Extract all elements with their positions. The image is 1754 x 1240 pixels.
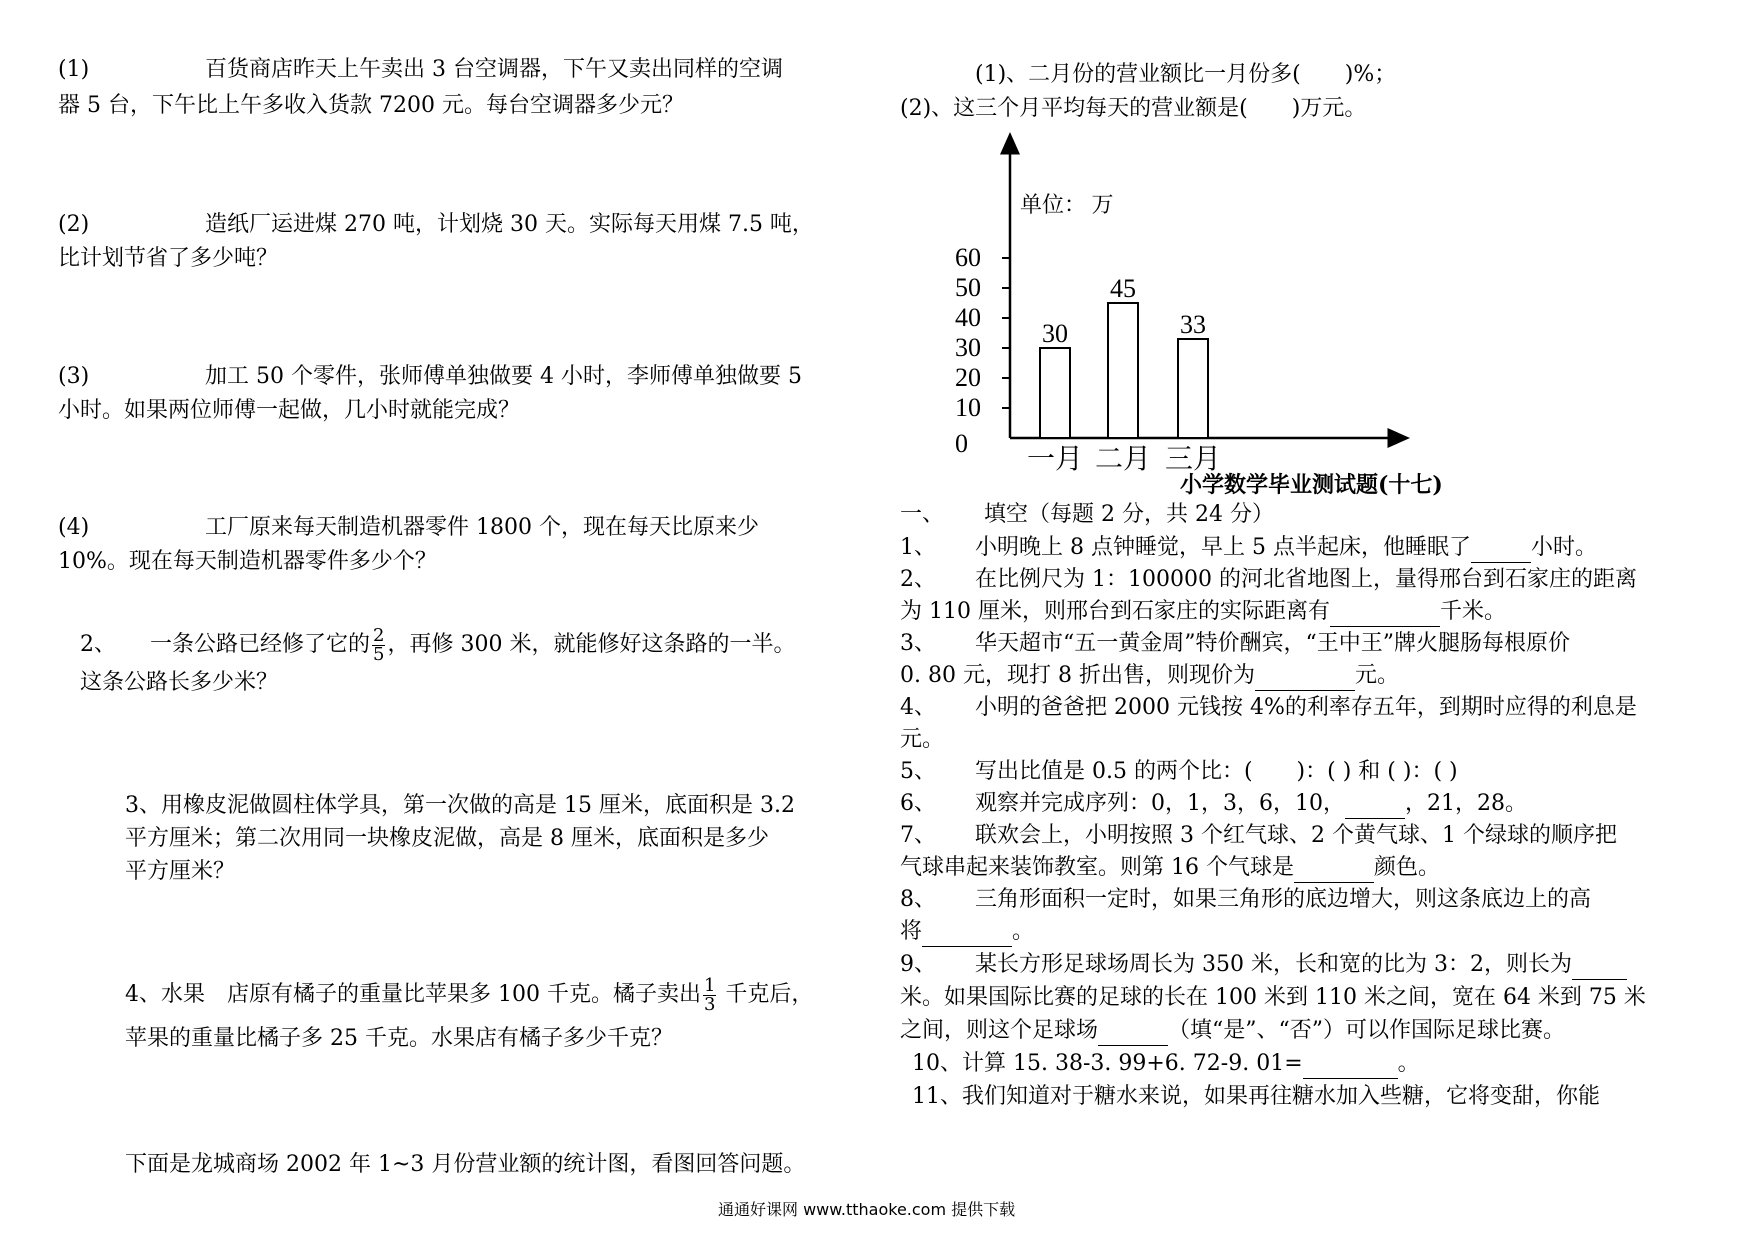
fill-item-6 [900,789,1527,819]
fill-item-text: 在比例尺为 1：100000 的河北省地图上，量得邢台到石家庄的距离 [975,567,1637,592]
problem2-line1 [80,625,795,665]
q1-line1: 百货商店昨天上午卖出 3 台空调器，下午又卖出同样的空调 [205,57,783,82]
y-tick-label: 60 [955,243,981,272]
answer-blank[interactable] [922,924,1012,947]
q4-line2: 10%。现在每天制造机器零件多少个？ [58,549,437,574]
answer-blank[interactable] [1471,540,1531,563]
fill-item-text: 某长方形足球场周长为 350 米，长和宽的比为 3：2，则长为 [975,952,1572,977]
q2-number: (2) [58,212,90,237]
q3-number: (3) [58,364,90,389]
fill-item-9-cont2 [900,1016,1565,1046]
problem3-line1: 3、用橡皮泥做圆柱体学具，第一次做的高是 15 厘米，底面积是 3.2 [125,793,795,818]
fill-item-4 [900,693,1637,723]
fill-item-text: 小明的爸爸把 2000 元钱按 4%的利率存五年，到期时应得的利息是 [975,695,1637,720]
problem2-text-post: ，再修 300 米，就能修好这条路的一半。 [387,632,796,657]
fill-item-5 [900,757,1458,787]
answer-blank[interactable] [1255,668,1355,691]
fill-item-2 [900,565,1637,595]
fill-item-3 [900,629,1570,659]
fill-item-8-cont [900,917,1034,947]
fill-item-7 [900,821,1617,851]
fraction-one-third: $\frac{1}{3}$ [703,974,716,1015]
answer-blank[interactable] [1572,957,1627,980]
fill-item-number: 4、 [900,695,936,720]
y-ticks [955,243,1010,458]
q4-line1: 工厂原来每天制造机器零件 1800 个，现在每天比原来少 [205,515,759,540]
problem4-text-post: 千克后， [718,982,814,1007]
chart-question-2: (2)、这三个月平均每天的营业额是( )万元。 [900,96,1367,121]
bar [1108,303,1138,438]
problem3-line3: 平方厘米？ [125,859,236,884]
fill-item-3-cont [900,661,1399,691]
fill-item-text: 。 [1397,1051,1420,1076]
problem4-line1 [125,975,813,1015]
bar [1040,348,1070,438]
answer-blank[interactable] [1330,604,1440,627]
fill-item-text: 。 [1012,919,1035,944]
category-label: 二月 [1094,444,1152,475]
problem2-line2: 这条公路长多少米？ [80,670,279,695]
fill-item-text: 千米。 [1439,599,1506,624]
bar-value-label: 45 [1110,274,1136,303]
y-tick-label: 50 [955,273,981,302]
y-tick-label: 10 [955,393,981,422]
fill-item-number: 1、 [900,535,936,560]
answer-blank[interactable] [1294,860,1374,883]
chart-question-1: (1)、二月份的营业额比一月份多( )%； [975,62,1397,87]
fill-item-text: 小时。 [1530,535,1597,560]
section-title: 填空（每题 2 分，共 24 分） [984,502,1274,527]
bars [1040,274,1208,438]
section-number: 一、 [900,502,945,527]
fill-item-number: 8、 [900,887,936,912]
fill-item-2-cont [900,597,1506,627]
exam-title: 小学数学毕业测试题(十七) [1180,472,1443,498]
bar-value-label: 30 [1042,319,1068,348]
fill-item-9 [900,950,1627,980]
fill-item-text: 之间，则这个足球场 [900,1018,1099,1043]
fill-item-text: （填“是”、“否”）可以作国际足球比赛。 [1168,1018,1566,1043]
problem3-line2: 平方厘米；第二次用同一块橡皮泥做，高是 8 厘米，底面积是多少 [125,826,769,851]
section-heading [900,500,1274,530]
category-label: 一月 [1026,444,1084,475]
fill-item-text: 三角形面积一定时，如果三角形的底边增大，则这条底边上的高 [975,887,1592,912]
bar [1178,339,1208,438]
fill-item-8 [900,885,1591,915]
y-tick-label: 30 [955,333,981,362]
q3-line1: 加工 50 个零件，张师傅单独做要 4 小时，李师傅单独做要 5 [205,364,802,389]
problem4-text-pre: 4、水果 店原有橘子的重量比苹果多 100 千克。橘子卖出 [125,982,701,1007]
fill-item-text: ，21，28。 [1404,791,1527,816]
q1-number: (1) [58,57,90,82]
fill-item-number: 6、 [900,791,936,816]
unit-label: 单位： 万 [1020,192,1114,217]
fill-item-text: 为 110 厘米，则邢台到石家庄的实际距离有 [900,599,1330,624]
y-tick-label: 20 [955,363,981,392]
fill-item-text: 观察并完成序列：0，1，3，6，10， [975,791,1345,816]
fill-item-text: 10、计算 15. 38-3. 99+6. 72-9. 01= [912,1051,1303,1076]
fill-item-10 [912,1049,1420,1079]
q2-line2: 比计划节省了多少吨？ [58,246,279,271]
fill-item-text: 元。 [1354,663,1399,688]
answer-blank[interactable] [1345,796,1405,819]
fill-item-11: 11、我们知道对于糖水来说，如果再往糖水加入些糖，它将变甜，你能 [912,1084,1600,1109]
footer-credit: 通通好课网 www.tthaoke.com 提供下载 [718,1200,1016,1219]
answer-blank[interactable] [1303,1056,1398,1079]
q4-number: (4) [58,515,90,540]
category-label: 三月 [1164,444,1222,475]
fill-item-1 [900,533,1597,563]
fill-item-number: 9、 [900,952,936,977]
fraction-two-fifths: $\frac{2}{5}$ [373,624,385,665]
fill-item-text: 0. 80 元，现打 8 折出售，则现价为 [900,663,1255,688]
fill-item-text: 小明晚上 8 点钟睡觉，早上 5 点半起床，他睡眠了 [975,535,1471,560]
bar-chart [880,130,1400,490]
fill-item-number: 2、 [900,567,936,592]
fill-item-text: 华天超市“五一黄金周”特价酬宾，“王中王”牌火腿肠每根原价 [975,631,1570,656]
fill-item-text: 写出比值是 0.5 的两个比：( )：( ) 和 ( )：( ) [975,759,1458,784]
bar-value-label: 33 [1180,310,1206,339]
fill-item-text: 将 [900,919,923,944]
fill-item-text: 颜色。 [1373,855,1440,880]
q1-line2: 器 5 台，下午比上午多收入货款 7200 元。每台空调器多少元？ [58,93,684,118]
answer-blank[interactable] [1098,1023,1168,1046]
problem4-line2: 苹果的重量比橘子多 25 千克。水果店有橘子多少千克？ [125,1026,673,1051]
fill-item-4-cont: 元。 [900,727,945,752]
y-tick-label: 0 [955,429,968,458]
fill-item-number: 3、 [900,631,936,656]
fill-item-text: 气球串起来装饰教室。则第 16 个气球是 [900,855,1294,880]
fill-item-number: 7、 [900,823,936,848]
y-tick-label: 40 [955,303,981,332]
fill-item-7-cont [900,853,1440,883]
fill-item-number: 5、 [900,759,936,784]
q3-line2: 小时。如果两位师傅一起做，几小时就能完成？ [58,398,521,423]
fill-item-text: 联欢会上，小明按照 3 个红气球、2 个黄气球、1 个绿球的顺序把 [975,823,1617,848]
chart-intro: 下面是龙城商场 2002 年 1~3 月份营业额的统计图，看图回答问题。 [125,1152,806,1177]
q2-line1: 造纸厂运进煤 270 吨，计划烧 30 天。实际每天用煤 7.5 吨， [205,212,814,237]
problem2-text-pre: 一条公路已经修了它的 [150,632,371,657]
fill-item-9-cont: 米。如果国际比赛的足球的长在 100 米到 110 米之间，宽在 64 米到 75 米 [900,985,1646,1010]
problem2-number: 2、 [80,632,116,657]
